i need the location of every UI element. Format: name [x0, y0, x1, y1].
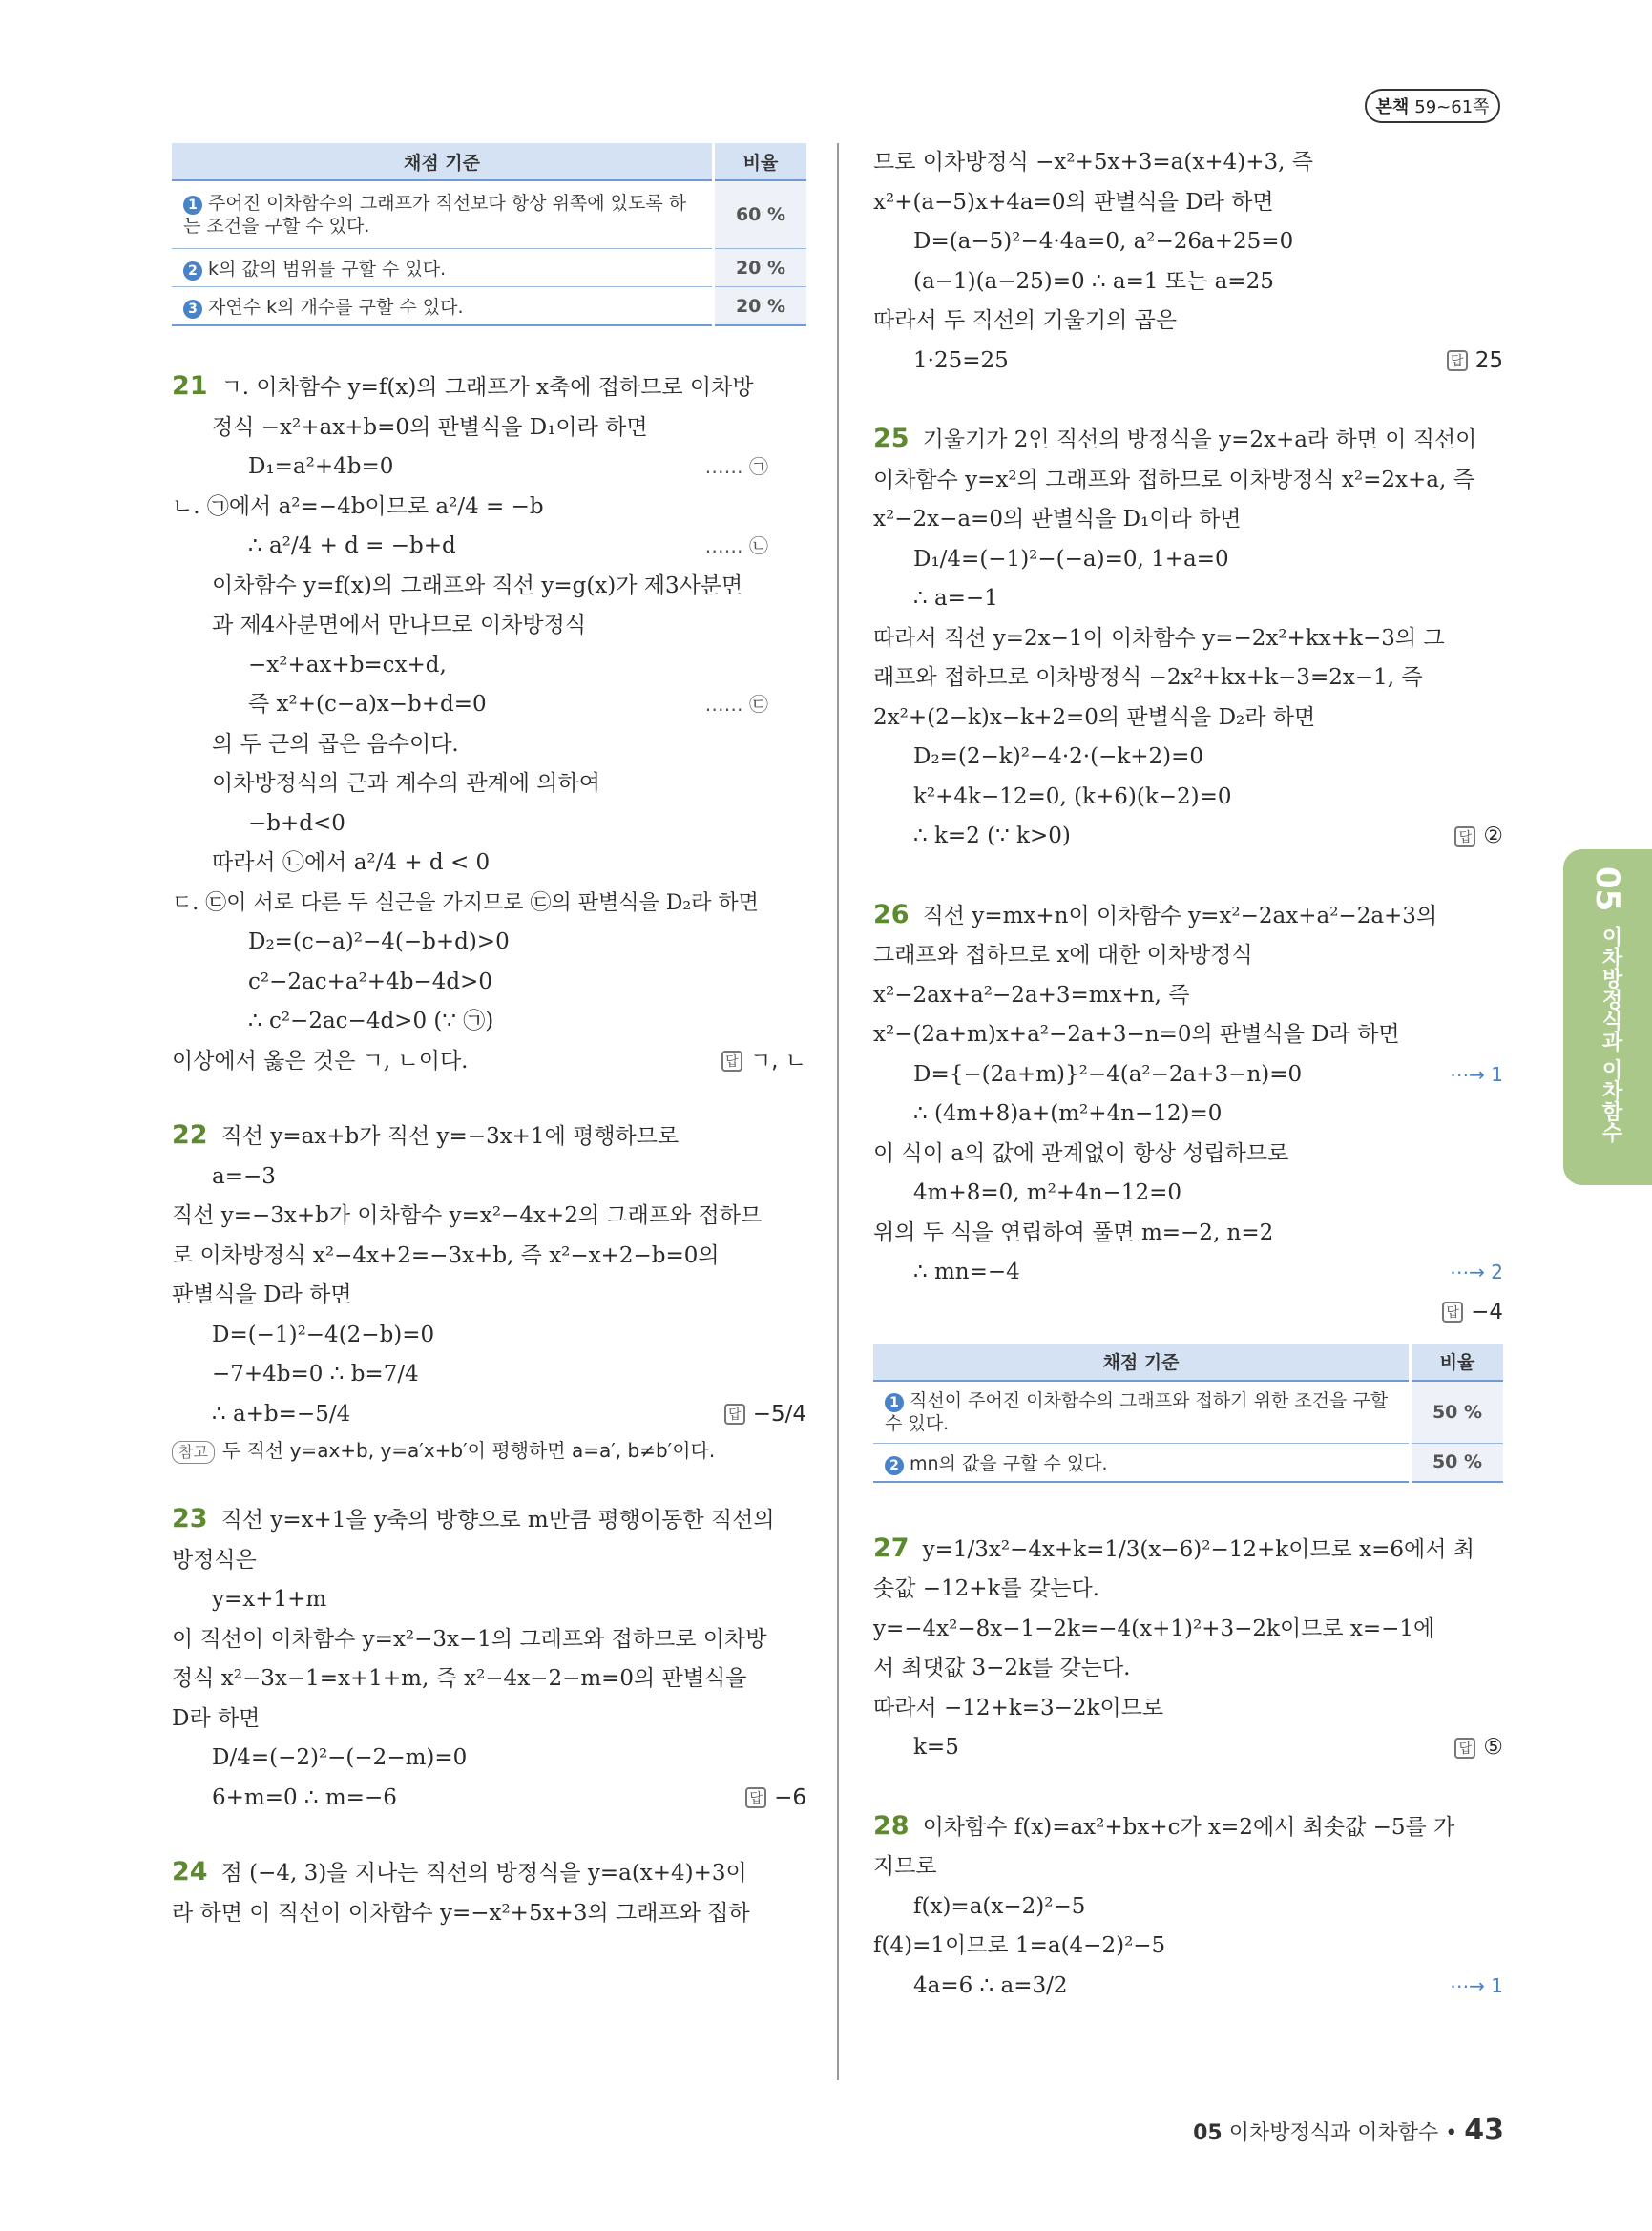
solution-line: 이 직선이 이차함수 y=x²−3x−1의 그래프와 접하므로 이차방 — [172, 1626, 767, 1652]
solution-line: 라 하면 이 직선이 이차함수 y=−x²+5x+3의 그래프와 접하 — [172, 1900, 750, 1926]
answer — [724, 1395, 806, 1435]
step-marker: ⋯→ 2 — [1450, 1261, 1503, 1283]
step-marker: ⋯→ 1 — [1450, 1973, 1503, 1997]
problem-28 — [873, 1806, 1503, 2007]
solution-line: x²−2x−a=0의 판별식을 D₁이라 하면 — [873, 507, 1242, 532]
solution-line: ㄷ. ㉢이 서로 다른 두 실근을 가지므로 ㉢의 판별식을 D₂라 하면 — [172, 890, 759, 915]
table-header-ratio: 비율 — [714, 143, 807, 180]
problem-27 — [873, 1529, 1503, 1768]
solution-line: 따라서 두 직선의 기울기의 곱은 — [873, 308, 1178, 333]
answer-icon: 답 — [1447, 350, 1468, 371]
solution-line: 그래프와 접하므로 x에 대한 이차방정식 — [873, 943, 1253, 968]
solution-line: 의 두 근의 곱은 음수이다. — [212, 731, 459, 757]
solution-line: x²−2ax+a²−2a+3=mx+n, 즉 — [873, 982, 1190, 1008]
table-row — [172, 180, 806, 249]
solution-line: 솟값 −12+k를 갖는다. — [873, 1576, 1099, 1601]
problem-number: 21 — [172, 371, 208, 401]
equation: ∴ k=2 (∵ k>0) — [913, 824, 1071, 848]
step-number-icon: 2 — [885, 1456, 904, 1475]
criteria-text: mn의 값을 구할 수 있다. — [910, 1452, 1108, 1474]
answer-icon: 답 — [745, 1787, 766, 1808]
problem-21 — [172, 366, 806, 1081]
table-header-criteria: 채점 기준 — [172, 143, 714, 180]
criteria-text: k의 값의 범위를 구할 수 있다. — [208, 259, 447, 280]
problem-26 — [873, 895, 1503, 1332]
solution-line: 이차방정식의 근과 계수의 관계에 의하여 — [212, 771, 600, 796]
table-row — [172, 287, 806, 326]
solution-line: 이차함수 f(x)=ax²+bx+c가 x=2에서 최솟값 −5를 가 — [922, 1814, 1455, 1840]
solution-line: 지므로 — [873, 1854, 937, 1879]
answer-value: ⑤ — [1483, 1735, 1503, 1760]
answer-icon: 답 — [721, 1051, 742, 1072]
step-number-icon: 2 — [183, 261, 202, 281]
solution-line: y=−4x²−8x−1−2k=−4(x+1)²+3−2k이므로 x=−1에 — [873, 1616, 1435, 1641]
scoring-table-1 — [172, 143, 806, 326]
equation-mark: …… ㉡ — [704, 534, 768, 557]
equation: D₂=(2−k)²−4·2·(−k+2)=0 — [913, 744, 1204, 769]
ratio-value: 20 % — [714, 249, 807, 287]
answer — [745, 1779, 806, 1819]
problem-number: 25 — [873, 424, 910, 453]
note-text: 두 직선 y=ax+b, y=a′x+b′이 평행하면 a=a′, b≠b′이다. — [221, 1439, 716, 1462]
answer-icon: 답 — [1454, 1738, 1475, 1759]
solution-line: 따라서 ㉡에서 a²/4 + d < 0 — [212, 850, 491, 875]
problem-number: 27 — [873, 1533, 910, 1563]
answer-icon: 답 — [724, 1404, 745, 1425]
chapter-side-tab — [1563, 849, 1652, 1185]
problem-number: 22 — [172, 1120, 208, 1150]
criteria-text: 직선이 주어진 이차함수의 그래프와 접하기 위한 조건을 구할 수 있다. — [885, 1389, 1389, 1434]
reference-range: 59~61쪽 — [1414, 97, 1490, 117]
step-number-icon: 3 — [183, 300, 202, 319]
solution-line: 점 (−4, 3)을 지나는 직선의 방정식을 y=a(x+4)+3이 — [220, 1861, 747, 1886]
footer-separator: • — [1445, 2121, 1458, 2145]
left-column — [172, 143, 806, 1933]
equation: 4m+8=0, m²+4n−12=0 — [913, 1180, 1182, 1205]
answer — [1454, 1728, 1503, 1768]
table-header-criteria: 채점 기준 — [873, 1344, 1411, 1381]
solution-line: 직선 y=mx+n이 이차함수 y=x²−2ax+a²−2a+3의 — [922, 903, 1438, 928]
answer-value: ② — [1483, 824, 1503, 848]
problem-23 — [172, 1499, 806, 1818]
solution-line: 이차함수 y=x²의 그래프와 접하므로 이차방정식 x²=2x+a, 즉 — [873, 467, 1474, 492]
equation: ∴ mn=−4 — [913, 1260, 1020, 1284]
problem-number: 28 — [873, 1810, 910, 1841]
equation: ∴ c²−2ac−4d>0 (∵ ㉠) — [248, 1009, 494, 1033]
solution-line: 기울기가 2인 직선의 방정식을 y=2x+a라 하면 이 직선이 — [922, 427, 1477, 452]
solution-line: 래프와 접하므로 이차방정식 −2x²+kx+k−3=2x−1, 즉 — [873, 665, 1423, 690]
equation: D₁/4=(−1)²−(−a)=0, 1+a=0 — [913, 546, 1229, 572]
solution-line: 방정식은 — [172, 1547, 257, 1573]
solution-line: D라 하면 — [172, 1705, 261, 1731]
solution-line: y=1/3x²−4x+k=1/3(x−6)²−12+k이므로 x=6에서 최 — [922, 1536, 1475, 1562]
solution-line: 이상에서 옳은 것은 ㄱ, ㄴ이다. — [172, 1048, 469, 1074]
equation: 4a=6 ∴ a=3/2 — [913, 1972, 1068, 1998]
answer — [1447, 342, 1503, 382]
equation: D=(−1)²−4(2−b)=0 — [212, 1322, 435, 1347]
equation: a=−3 — [212, 1163, 276, 1189]
equation: c²−2ac+a²+4b−4d>0 — [248, 969, 492, 994]
problem-number: 24 — [172, 1857, 208, 1887]
solution-line: 로 이차방정식 x²−4x+2=−3x+b, 즉 x²−x+2−b=0의 — [172, 1242, 720, 1268]
equation: ∴ a=−1 — [913, 586, 998, 611]
problem-number: 23 — [172, 1504, 208, 1533]
equation: 1·25=25 — [913, 347, 1009, 373]
solution-line: 므로 이차방정식 −x²+5x+3=a(x+4)+3, 즉 — [873, 150, 1313, 175]
equation: (a−1)(a−25)=0 ∴ a=1 또는 a=25 — [913, 268, 1274, 294]
answer — [1454, 817, 1503, 857]
solution-line: ㄱ. 이차함수 y=f(x)의 그래프가 x축에 접하므로 이차방 — [220, 375, 754, 400]
page-footer — [1193, 2114, 1504, 2147]
problem-25 — [873, 419, 1503, 857]
equation: 즉 x²+(c−a)x−b+d=0 — [248, 692, 487, 717]
equation: 6+m=0 ∴ m=−6 — [212, 1784, 397, 1810]
table-row — [172, 249, 806, 287]
equation: −b+d<0 — [248, 810, 345, 836]
solution-line: 이차함수 y=f(x)의 그래프와 직선 y=g(x)가 제3사분면 — [212, 573, 743, 598]
table-row — [873, 1443, 1503, 1482]
problem-24-start — [172, 1852, 806, 1933]
criteria-text: 주어진 이차함수의 그래프가 직선보다 항상 위쪽에 있도록 하는 조건을 구할 수 있다. — [183, 193, 687, 237]
ratio-value: 50 % — [1411, 1381, 1504, 1444]
solution-line: 따라서 −12+k=3−2k이므로 — [873, 1695, 1164, 1720]
problem-24-continued — [873, 143, 1503, 381]
problem-number: 26 — [873, 899, 910, 929]
footer-title: 이차방정식과 이차함수 — [1228, 2121, 1439, 2145]
solution-line: 정식 x²−3x−1=x+1+m, 즉 x²−4x−2−m=0의 판별식을 — [172, 1666, 747, 1691]
solution-line: 서 최댓값 3−2k를 갖는다. — [873, 1656, 1131, 1680]
scoring-table-2 — [873, 1344, 1503, 1483]
answer-icon: 답 — [1454, 826, 1475, 847]
answer-value: −6 — [774, 1784, 806, 1810]
solution-line: 따라서 직선 y=2x−1이 이차함수 y=−2x²+kx+k−3의 그 — [873, 625, 1445, 651]
reference-label: 본책 — [1375, 97, 1410, 117]
equation: D₂=(c−a)²−4(−b+d)>0 — [248, 929, 510, 954]
equation: D/4=(−2)²−(−2−m)=0 — [212, 1745, 468, 1770]
equation: D={−(2a+m)}²−4(a²−2a+3−n)=0 — [913, 1061, 1303, 1087]
equation: ∴ a²/4 + d = −b+d — [248, 533, 456, 558]
answer-value: −5/4 — [752, 1401, 806, 1427]
equation-mark: …… ㉠ — [704, 455, 768, 478]
note-tag: 참고 — [172, 1441, 215, 1464]
ratio-value: 50 % — [1411, 1443, 1504, 1482]
step-number-icon: 1 — [885, 1393, 904, 1412]
equation: f(x)=a(x−2)²−5 — [913, 1893, 1086, 1919]
step-number-icon: 1 — [183, 196, 202, 215]
solution-line: x²+(a−5)x+4a=0의 판별식을 D라 하면 — [873, 189, 1274, 215]
answer — [721, 1042, 806, 1082]
solution-line: 판별식을 D라 하면 — [172, 1282, 352, 1307]
chapter-tab-title: 이차방정식과 이차함수 — [1599, 926, 1622, 1143]
equation: D₁=a²+4b=0 — [248, 454, 394, 479]
chapter-tab-number: 05 — [1588, 866, 1626, 912]
table-row — [873, 1381, 1503, 1444]
equation-mark: …… ㉢ — [704, 693, 768, 716]
solution-line: 직선 y=−3x+b가 이차함수 y=x²−4x+2의 그래프와 접하므 — [172, 1203, 763, 1228]
answer — [1442, 1293, 1503, 1333]
answer-icon: 답 — [1442, 1302, 1463, 1323]
equation: k=5 — [913, 1735, 959, 1760]
equation: y=x+1+m — [212, 1587, 327, 1612]
equation: −x²+ax+b=cx+d, — [248, 652, 447, 678]
step-marker: ⋯→ 1 — [1450, 1062, 1503, 1086]
footer-chapter: 05 — [1193, 2121, 1223, 2145]
solution-line: 직선 y=ax+b가 직선 y=−3x+1에 평행하므로 — [220, 1124, 680, 1149]
solution-line: f(4)=1이므로 1=a(4−2)²−5 — [873, 1933, 1166, 1958]
solution-line: 직선 y=x+1을 y축의 방향으로 m만큼 평행이동한 직선의 — [220, 1508, 775, 1533]
equation: k²+4k−12=0, (k+6)(k−2)=0 — [913, 783, 1232, 809]
page-number: 43 — [1464, 2114, 1504, 2147]
solution-line: 위의 두 식을 연립하여 풀면 m=−2, n=2 — [873, 1220, 1274, 1245]
ratio-value: 60 % — [714, 180, 807, 249]
problem-22 — [172, 1116, 806, 1467]
solution-line: 이 식이 a의 값에 관계없이 항상 성립하므로 — [873, 1140, 1289, 1166]
equation: −7+4b=0 ∴ b=7/4 — [212, 1362, 419, 1387]
column-divider — [837, 143, 839, 2080]
answer-value: −4 — [1471, 1299, 1503, 1324]
table-header-ratio: 비율 — [1411, 1344, 1504, 1381]
solution-line: 과 제4사분면에서 만나므로 이차방정식 — [212, 613, 587, 637]
solution-line: x²−(2a+m)x+a²−2a+3−n=0의 판별식을 D라 하면 — [873, 1022, 1400, 1047]
equation: ∴ a+b=−5/4 — [212, 1401, 351, 1427]
reference-badge — [1365, 89, 1500, 123]
solution-line: 정식 −x²+ax+b=0의 판별식을 D₁이라 하면 — [212, 414, 648, 440]
solution-line: 2x²+(2−k)x−k+2=0의 판별식을 D₂라 하면 — [873, 704, 1316, 730]
ratio-value: 20 % — [714, 287, 807, 326]
criteria-text: 자연수 k의 개수를 구할 수 있다. — [208, 297, 464, 318]
answer-value: 25 — [1474, 347, 1503, 373]
equation: D=(a−5)²−4·4a=0, a²−26a+25=0 — [913, 229, 1294, 254]
right-column — [873, 143, 1503, 2006]
equation: ∴ (4m+8)a+(m²+4n−12)=0 — [913, 1101, 1223, 1126]
answer-value: ㄱ, ㄴ — [749, 1048, 806, 1074]
solution-line: ㄴ. ㉠에서 a²=−4b이므로 a²/4 = −b — [172, 493, 544, 519]
